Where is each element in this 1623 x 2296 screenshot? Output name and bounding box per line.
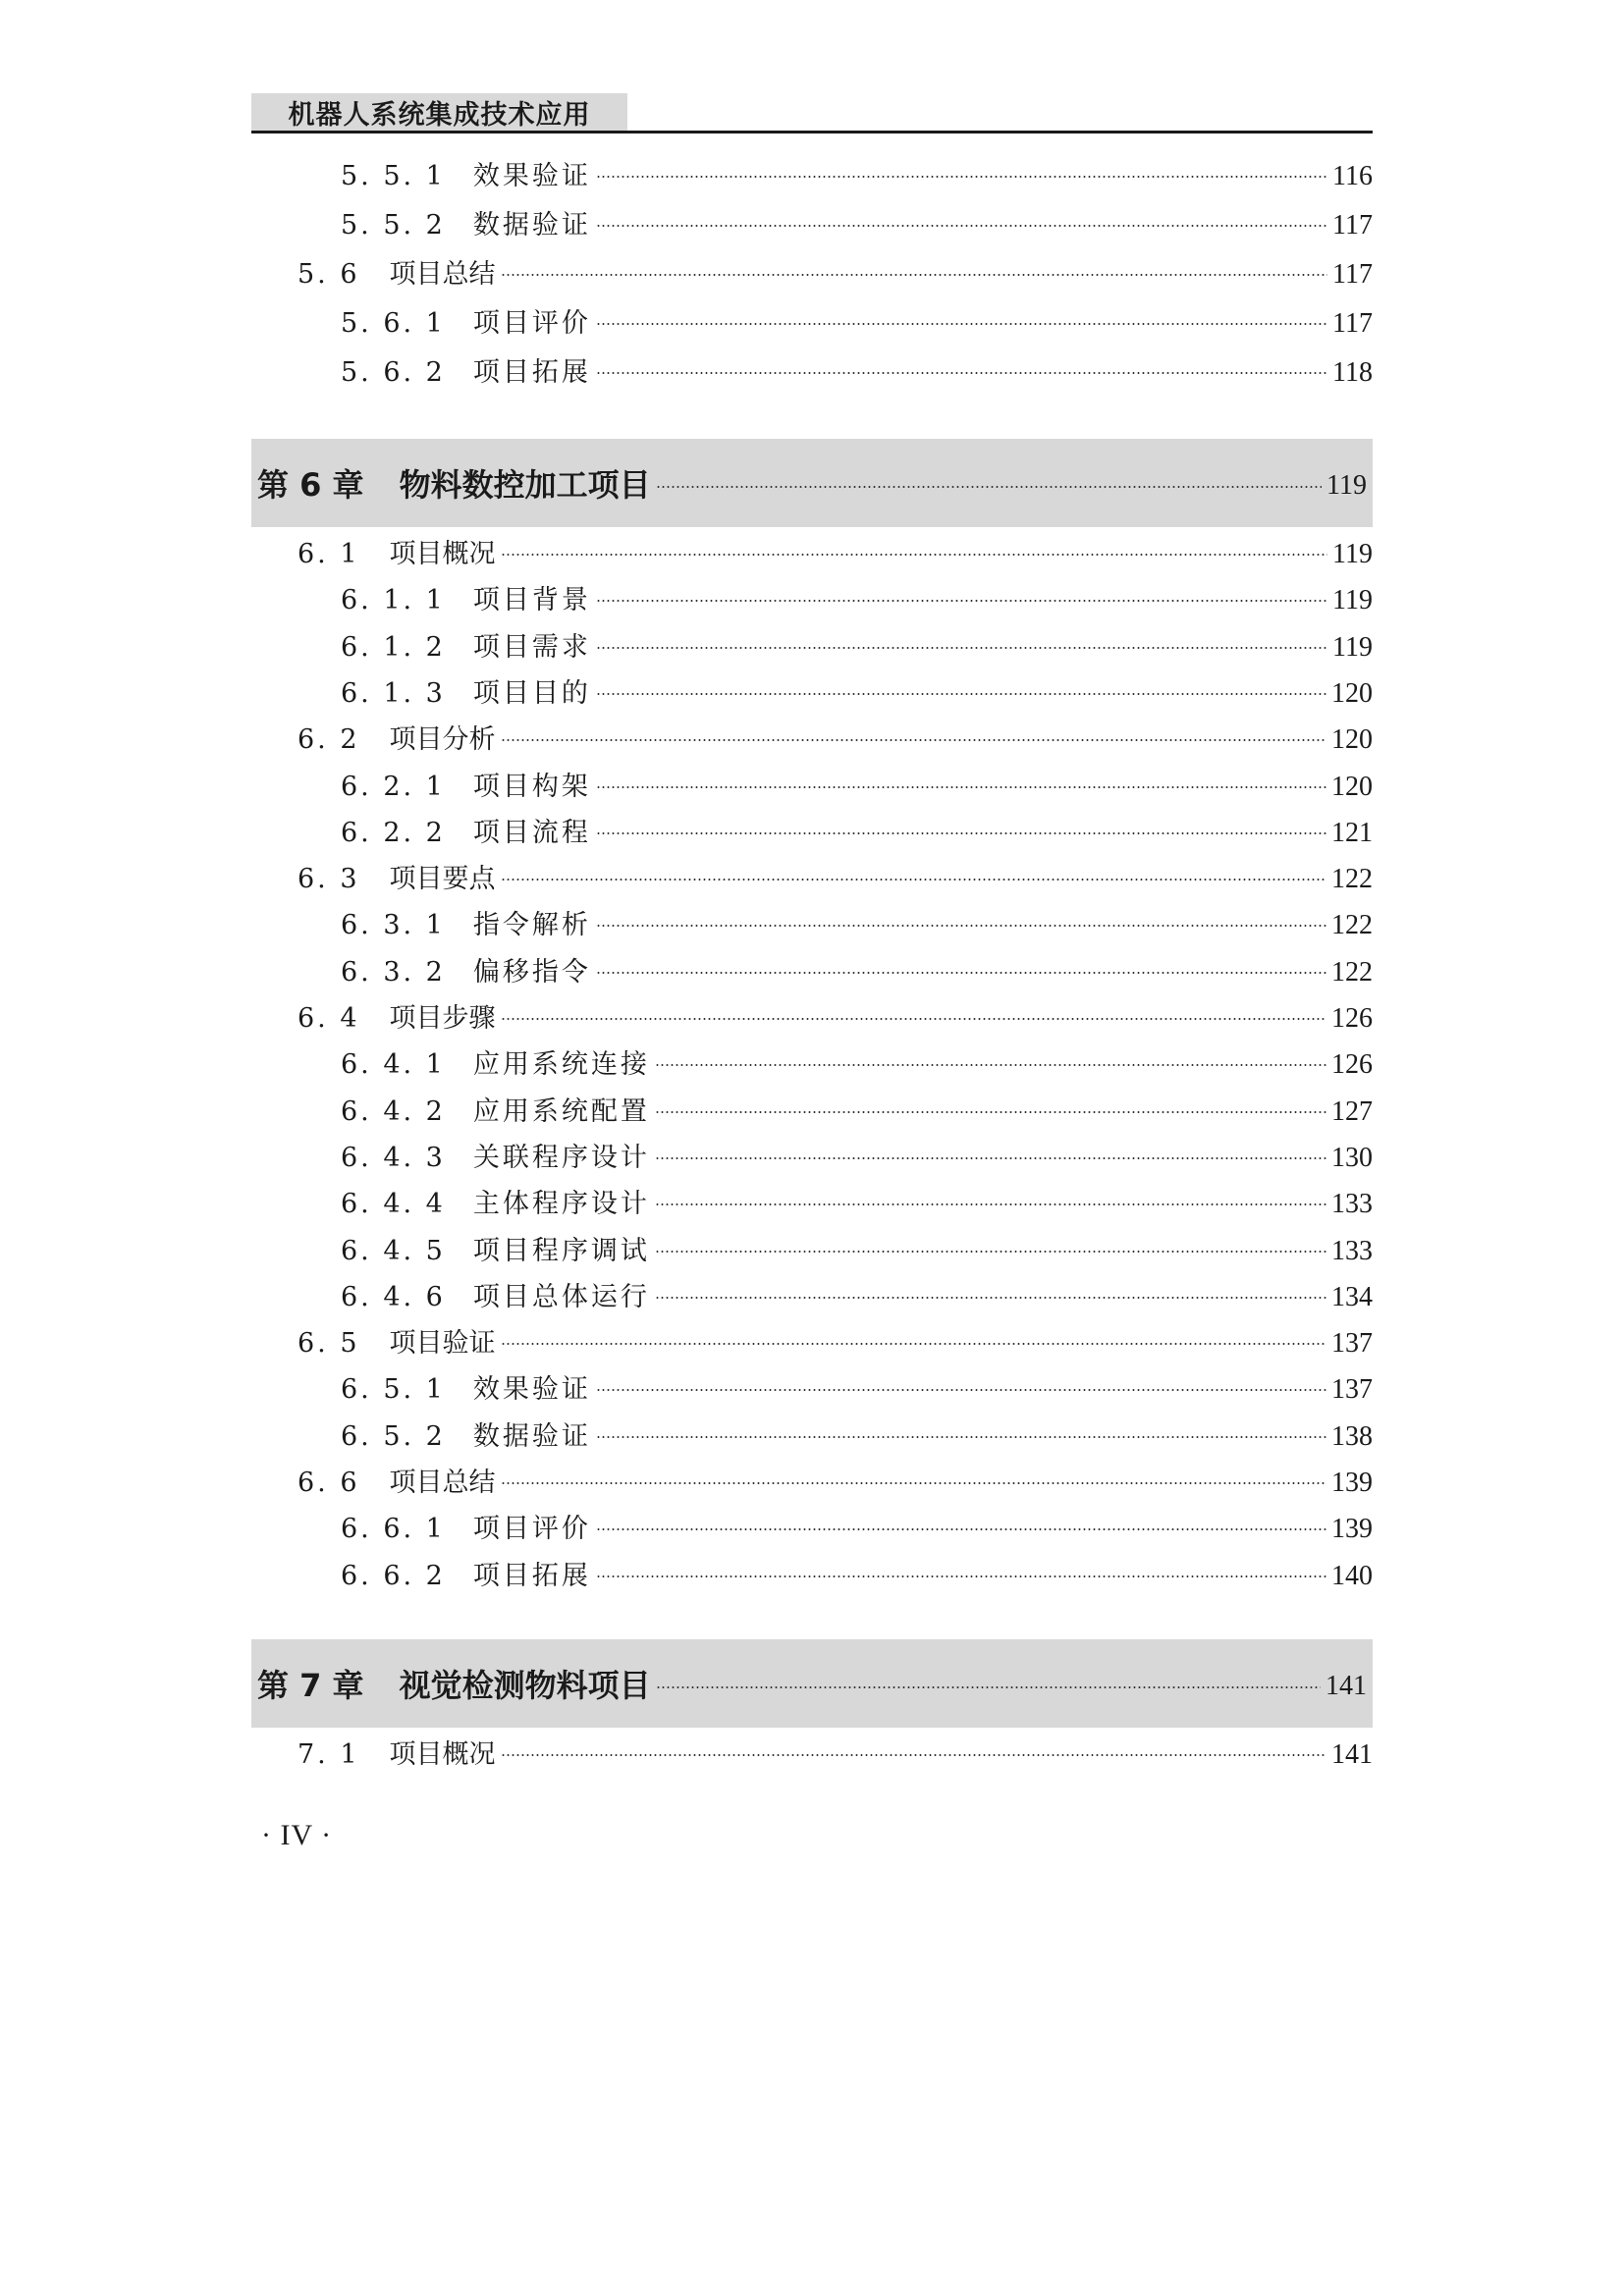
toc-entry-number: 6. 3. 1 bbox=[341, 910, 446, 941]
dot-leader bbox=[596, 176, 1327, 178]
toc-entry-number: 6. 5. 2 bbox=[341, 1420, 446, 1452]
toc-entry-title: 效果验证 bbox=[472, 161, 591, 191]
chapter-6-heading[interactable] bbox=[251, 439, 1373, 527]
toc-entry-title: 项目验证 bbox=[389, 1328, 496, 1360]
toc-entry[interactable] bbox=[341, 768, 1373, 807]
toc-entry-title: 数据验证 bbox=[472, 1420, 591, 1452]
toc-entry-title: 项目程序调试 bbox=[472, 1235, 650, 1266]
dot-leader bbox=[655, 1251, 1326, 1253]
toc-entry-page: 137 bbox=[1331, 1328, 1373, 1360]
toc-entry-title: 项目分析 bbox=[389, 724, 496, 756]
toc-entry[interactable] bbox=[341, 1557, 1373, 1596]
toc-entry[interactable] bbox=[341, 206, 1373, 245]
dot-leader bbox=[596, 1436, 1326, 1438]
toc-entry[interactable] bbox=[341, 1278, 1373, 1317]
toc-entry-page: 117 bbox=[1332, 259, 1373, 290]
toc-entry-number: 6. 4 bbox=[298, 1003, 360, 1034]
toc-entry[interactable] bbox=[341, 674, 1373, 714]
toc-entry-title: 项目总体运行 bbox=[472, 1281, 650, 1312]
toc-entry-title: 项目概况 bbox=[389, 539, 496, 569]
toc-entry-title: 项目评价 bbox=[472, 308, 591, 339]
toc-entry-page: 138 bbox=[1331, 1420, 1373, 1452]
dot-leader bbox=[596, 372, 1327, 374]
toc-entry-page: 139 bbox=[1331, 1514, 1373, 1545]
chapter-7-title: 视觉检测物料项目 bbox=[399, 1667, 651, 1704]
chapter-7-heading[interactable] bbox=[251, 1639, 1373, 1728]
toc-entry-title: 应用系统配置 bbox=[472, 1095, 650, 1127]
chapter-6-title: 物料数控加工项目 bbox=[399, 466, 651, 504]
dot-leader bbox=[501, 879, 1326, 881]
toc-entry-number: 6. 5 bbox=[298, 1328, 360, 1360]
toc-entry-page: 126 bbox=[1331, 1003, 1373, 1034]
toc-entry-number: 6. 2 bbox=[298, 724, 360, 756]
dot-leader bbox=[596, 323, 1327, 325]
toc-entry-number: 5. 6. 1 bbox=[341, 308, 446, 339]
toc-entry-title: 项目评价 bbox=[472, 1514, 591, 1545]
toc-entry[interactable] bbox=[341, 304, 1373, 344]
toc-entry-title: 主体程序设计 bbox=[472, 1189, 650, 1220]
dot-leader bbox=[656, 1686, 1321, 1688]
toc-entry-title: 偏移指令 bbox=[472, 956, 591, 988]
toc-entry-page: 117 bbox=[1332, 210, 1373, 240]
toc-entry[interactable] bbox=[341, 1417, 1373, 1457]
toc-entry-page: 127 bbox=[1331, 1095, 1373, 1127]
dot-leader bbox=[655, 1203, 1326, 1205]
toc-entry-page: 116 bbox=[1332, 161, 1373, 191]
toc-entry[interactable] bbox=[298, 1735, 1373, 1775]
toc-entry-page: 139 bbox=[1331, 1468, 1373, 1498]
chapter-7-page: 141 bbox=[1325, 1671, 1367, 1701]
toc-entry[interactable] bbox=[298, 721, 1373, 760]
dot-leader bbox=[655, 1111, 1326, 1113]
dot-leader bbox=[596, 600, 1327, 602]
dot-leader bbox=[596, 1389, 1326, 1391]
chapter-6-page: 119 bbox=[1326, 470, 1367, 501]
toc-entry[interactable] bbox=[298, 1464, 1373, 1503]
dot-leader bbox=[596, 1575, 1326, 1577]
toc-entry[interactable] bbox=[298, 535, 1373, 574]
toc-entry-page: 120 bbox=[1331, 771, 1373, 802]
toc-entry[interactable] bbox=[341, 953, 1373, 992]
toc-entry-number: 5. 5. 1 bbox=[341, 161, 446, 191]
dot-leader bbox=[655, 1297, 1326, 1299]
toc-entry-number: 6. 4. 5 bbox=[341, 1235, 446, 1266]
toc-entry-title: 关联程序设计 bbox=[472, 1142, 650, 1173]
toc-entry-title: 项目流程 bbox=[472, 817, 591, 848]
toc-entry-page: 119 bbox=[1332, 539, 1373, 569]
dot-leader bbox=[501, 739, 1326, 741]
toc-entry-number: 6. 1. 1 bbox=[341, 585, 446, 616]
toc-entry[interactable] bbox=[298, 860, 1373, 899]
toc-entry-page: 137 bbox=[1331, 1374, 1373, 1406]
toc-entry[interactable] bbox=[341, 1139, 1373, 1178]
toc-entry-page: 120 bbox=[1331, 677, 1373, 709]
toc-entry-title: 项目需求 bbox=[472, 631, 591, 663]
toc-entry-number: 6. 1 bbox=[298, 539, 360, 569]
toc-entry-title: 项目步骤 bbox=[389, 1003, 496, 1034]
toc-entry-number: 6. 2. 2 bbox=[341, 817, 446, 848]
dot-leader bbox=[596, 832, 1326, 834]
toc-entry-page: 118 bbox=[1332, 357, 1373, 388]
toc-entry-number: 6. 4. 2 bbox=[341, 1095, 446, 1127]
toc-entry-page: 122 bbox=[1331, 864, 1373, 895]
toc-entry-number: 6. 6. 2 bbox=[341, 1560, 446, 1591]
toc-entry-title: 项目拓展 bbox=[472, 357, 591, 388]
toc-entry-number: 7. 1 bbox=[298, 1739, 360, 1770]
toc-entry-page: 120 bbox=[1331, 724, 1373, 756]
toc-entry-title: 项目总结 bbox=[389, 1468, 496, 1498]
toc-entry[interactable] bbox=[341, 1045, 1373, 1085]
dot-leader bbox=[596, 225, 1327, 227]
toc-entry[interactable] bbox=[298, 999, 1373, 1039]
dot-leader bbox=[596, 1528, 1326, 1530]
dot-leader bbox=[501, 1482, 1326, 1484]
dot-leader bbox=[596, 972, 1326, 974]
toc-entry[interactable] bbox=[341, 581, 1373, 620]
toc-entry[interactable] bbox=[341, 157, 1373, 196]
dot-leader bbox=[655, 1157, 1326, 1159]
toc-entry-page: 119 bbox=[1332, 585, 1373, 616]
toc-entry-number: 5. 6 bbox=[298, 259, 360, 290]
chapter-7-label: 第 7 章 bbox=[257, 1667, 364, 1704]
toc-entry-title: 指令解析 bbox=[472, 910, 591, 941]
toc-entry-title: 项目背景 bbox=[472, 585, 591, 616]
chapter-6-label: 第 6 章 bbox=[257, 466, 364, 504]
dot-leader bbox=[596, 786, 1326, 788]
toc-entry-page: 141 bbox=[1331, 1739, 1373, 1770]
dot-leader bbox=[501, 1018, 1326, 1020]
toc-entry[interactable] bbox=[341, 1232, 1373, 1271]
toc-entry-number: 6. 3 bbox=[298, 864, 360, 895]
running-header-book-title bbox=[251, 93, 627, 131]
book-title: 机器人系统集成技术应用 bbox=[288, 99, 591, 131]
toc-entry[interactable] bbox=[341, 906, 1373, 945]
toc-entry-title: 项目构架 bbox=[472, 771, 591, 802]
toc-entry-page: 133 bbox=[1331, 1189, 1373, 1220]
toc-entry-number: 6. 3. 2 bbox=[341, 956, 446, 988]
toc-entry-page: 133 bbox=[1331, 1235, 1373, 1266]
toc-entry[interactable] bbox=[298, 1324, 1373, 1363]
dot-leader bbox=[501, 274, 1328, 276]
toc-entry-page: 140 bbox=[1331, 1560, 1373, 1591]
dot-leader bbox=[596, 925, 1326, 927]
toc-entry-title: 项目拓展 bbox=[472, 1560, 591, 1591]
toc-entry-page: 119 bbox=[1332, 631, 1373, 663]
toc-entry-page: 121 bbox=[1331, 817, 1373, 848]
dot-leader bbox=[655, 1064, 1326, 1066]
toc-entry[interactable] bbox=[341, 1093, 1373, 1132]
toc-entry-title: 项目概况 bbox=[389, 1739, 496, 1770]
toc-entry-page: 130 bbox=[1331, 1142, 1373, 1173]
dot-leader bbox=[501, 1343, 1326, 1345]
toc-entry-number: 5. 5. 2 bbox=[341, 210, 446, 240]
toc-entry[interactable] bbox=[341, 814, 1373, 853]
page-folio: · IV · bbox=[261, 1819, 333, 1851]
toc-entry-title: 项目要点 bbox=[389, 864, 496, 895]
toc-entry-title: 项目总结 bbox=[389, 259, 496, 290]
toc-entry[interactable] bbox=[298, 255, 1373, 294]
toc-entry-number: 6. 4. 4 bbox=[341, 1189, 446, 1220]
toc-entry-number: 6. 4. 3 bbox=[341, 1142, 446, 1173]
toc-entry-number: 6. 4. 6 bbox=[341, 1281, 446, 1312]
toc-entry[interactable] bbox=[341, 1510, 1373, 1549]
toc-entry-title: 数据验证 bbox=[472, 210, 591, 240]
toc-entry-number: 6. 6 bbox=[298, 1468, 360, 1498]
dot-leader bbox=[656, 486, 1322, 488]
toc-entry-number: 6. 2. 1 bbox=[341, 771, 446, 802]
toc-entry-number: 6. 5. 1 bbox=[341, 1374, 446, 1406]
toc-entry-title: 应用系统连接 bbox=[472, 1049, 650, 1081]
toc-entry-page: 122 bbox=[1331, 956, 1373, 988]
toc-entry-page: 126 bbox=[1331, 1049, 1373, 1081]
dot-leader bbox=[596, 693, 1326, 695]
toc-entry-number: 6. 1. 2 bbox=[341, 631, 446, 663]
toc-entry-page: 117 bbox=[1332, 308, 1373, 339]
toc-entry-title: 项目目的 bbox=[472, 677, 591, 709]
toc-entry-number: 6. 6. 1 bbox=[341, 1514, 446, 1545]
dot-leader bbox=[501, 554, 1328, 556]
dot-leader bbox=[501, 1754, 1326, 1756]
header-rule bbox=[251, 131, 1373, 133]
toc-entry[interactable] bbox=[341, 628, 1373, 667]
toc-entry-page: 122 bbox=[1331, 910, 1373, 941]
toc-entry-number: 5. 6. 2 bbox=[341, 357, 446, 388]
toc-entry-page: 134 bbox=[1331, 1281, 1373, 1312]
toc-entry[interactable] bbox=[341, 1185, 1373, 1224]
toc-entry-number: 6. 4. 1 bbox=[341, 1049, 446, 1081]
dot-leader bbox=[596, 647, 1327, 649]
toc-entry[interactable] bbox=[341, 353, 1373, 393]
toc-entry-title: 效果验证 bbox=[472, 1374, 591, 1406]
toc-entry[interactable] bbox=[341, 1370, 1373, 1410]
toc-entry-number: 6. 1. 3 bbox=[341, 677, 446, 709]
